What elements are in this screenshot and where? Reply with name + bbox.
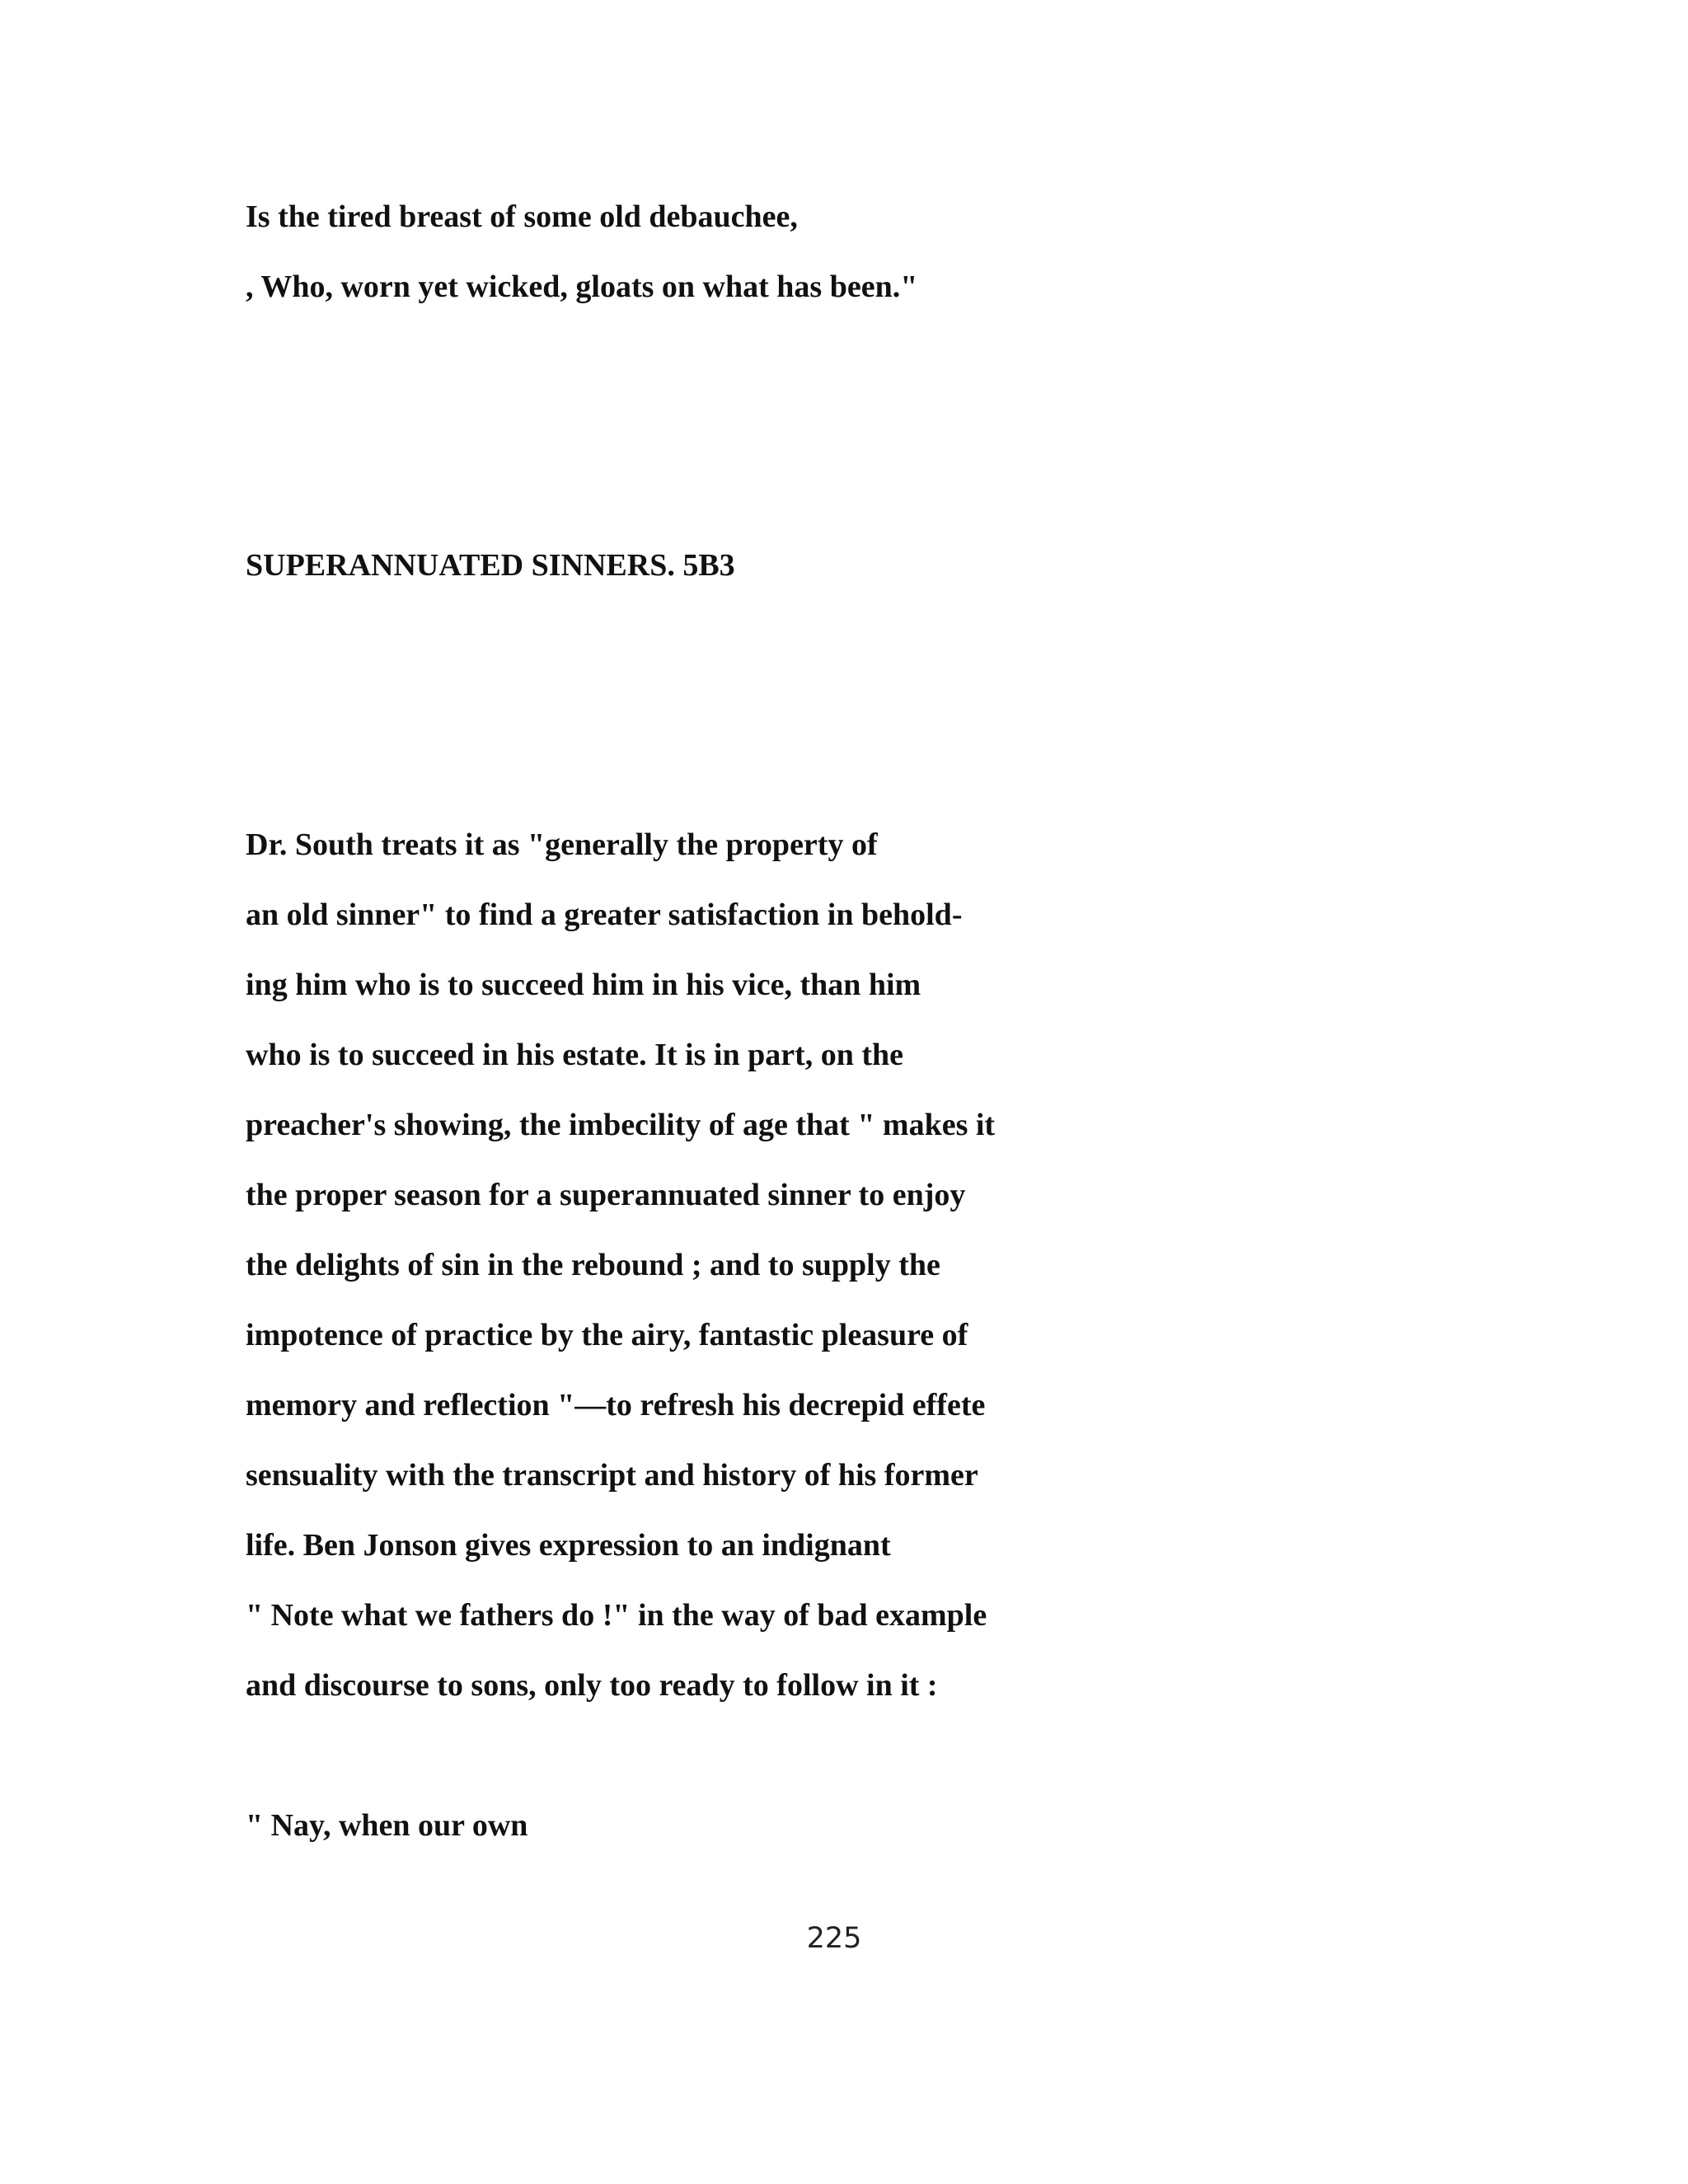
paragraph-line-5: preacher's showing, the imbecility of age that " makes it bbox=[246, 1108, 996, 1142]
paragraph-line-2: an old sinner" to find a greater satisfaction in behold- bbox=[246, 898, 963, 932]
paragraph-line-12: " Note what we fathers do !" in the way of bad example bbox=[246, 1598, 987, 1633]
page-number: 225 bbox=[806, 1922, 862, 1955]
paragraph-line-11: life. Ben Jonson gives expression to an indignant bbox=[246, 1528, 891, 1563]
paragraph-line-8: impotence of practice by the airy, fantastic pleasure of bbox=[246, 1318, 968, 1352]
paragraph-line-4: who is to succeed in his estate. It is in part, on the bbox=[246, 1038, 904, 1072]
paragraph-line-9: memory and reflection "—to refresh his decrepid effete bbox=[246, 1388, 986, 1422]
paragraph-line-13: and discourse to sons, only too ready to follow in it : bbox=[246, 1668, 938, 1703]
running-head: SUPERANNUATED SINNERS. 5B3 bbox=[246, 548, 735, 583]
paragraph-line-1: Dr. South treats it as "generally the property of bbox=[246, 827, 878, 862]
quote-start-line: " Nay, when our own bbox=[246, 1808, 528, 1843]
paragraph-line-6: the proper season for a superannuated sinner to enjoy bbox=[246, 1178, 966, 1212]
paragraph-line-7: the delights of sin in the rebound ; and to supply the bbox=[246, 1248, 940, 1282]
paragraph-line-10: sensuality with the transcript and history of his former bbox=[246, 1458, 978, 1493]
paragraph-line-3: ing him who is to succeed him in his vice, than him bbox=[246, 968, 921, 1002]
verse-line-1: Is the tired breast of some old debauchee, bbox=[246, 199, 798, 234]
verse-line-2: , Who, worn yet wicked, gloats on what has been." bbox=[246, 269, 918, 304]
